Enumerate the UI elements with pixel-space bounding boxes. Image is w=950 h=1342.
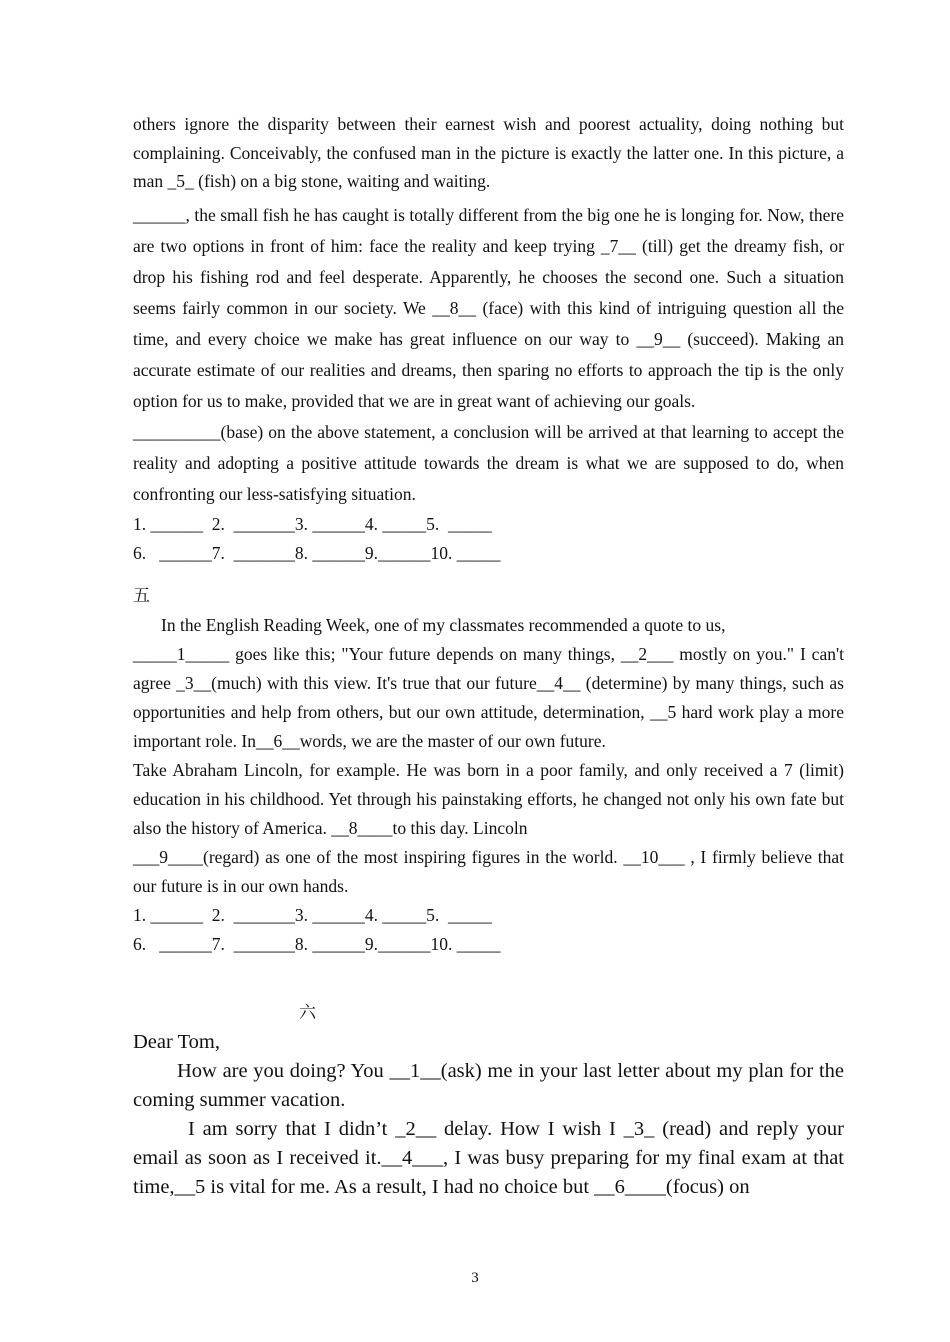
- section5-paragraph-c: ___9____(regard) as one of the most inspiring figures in the world. __10___ , I firmly believe that our future is in our own hands.: [133, 846, 844, 896]
- section6-heading: 六: [299, 1002, 316, 1023]
- section4-paragraph-2: ______, the small fish he has caught is totally different from the big one he is longing for. Now, there are two options in front of him: face the reality and keep trying _7__ (till) get the dreamy fish, or drop his fishing rod and feel desperate. Apparently, he chooses the second one. Such a situation seems fairly common in our society. We __8__ (face) with this kind of intriguing question all the time, and every choice we make has great influence on our way to __9__ (succeed). Making an accurate estimate of our realities and dreams, then sparing no efforts to approach the tip is the only option for us to make, provided that we are in great want of achieving our goals.: [133, 204, 844, 411]
- section5-heading: 五: [133, 585, 150, 606]
- section4-answer-row-2: 6. ______7. _______8. ______9.______10. _____: [133, 542, 501, 563]
- section4-answer-row-1: 1. ______ 2. _______3. ______4. _____5. _____: [133, 513, 492, 534]
- letter-greeting: Dear Tom,: [133, 1030, 220, 1053]
- section5-first-line: In the English Reading Week, one of my classmates recommended a quote to us,: [161, 614, 726, 635]
- section4-paragraph-3: __________(base) on the above statement, a conclusion will be arrived at that learning to accept the reality and adopting a positive attitude towards the dream is what we are supposed to do, when confronting our less-satisfying situation.: [133, 421, 844, 504]
- page-number: 3: [471, 1270, 479, 1286]
- section5-paragraph: _____1_____ goes like this; "Your future depends on many things, __2___ mostly on you." I can't agree _3__(much) with this view. It's true that our future__4__ (determine) by many things, such as opportunities and help from others, but our own attitude, determination, __5 hard work play a more important role. In__6__words, we are the master of our own future.: [133, 643, 844, 751]
- section5-paragraph-b: Take Abraham Lincoln, for example. He was born in a poor family, and only received a 7 (limit) education in his childhood. Yet through his painstaking efforts, he changed not only his own fate but also the history of America. __8____to this day. Lincoln: [133, 759, 844, 838]
- letter-paragraph-2: I am sorry that I didn’t _2__ delay. How I wish I _3_ (read) and reply your email as soon as I received it.__4___, I was busy preparing for my final exam at that time,__5 is vital for me. As a result, I had no choice but __6____(focus) on: [133, 1117, 844, 1198]
- section5-answer-row-1: 1. ______ 2. _______3. ______4. _____5. _____: [133, 904, 492, 925]
- document-body: [133, 110, 844, 1202]
- section4-paragraph-1: others ignore the disparity between their earnest wish and poorest actuality, doing nothing but complaining. Conceivably, the confused man in the picture is exactly the latter one. In this picture, a man _5_ (fish) on a big stone, waiting and waiting.: [133, 114, 844, 191]
- letter-paragraph-1: How are you doing? You __1__(ask) me in your last letter about my plan for the coming summer vacation.: [133, 1059, 844, 1111]
- section5-answer-row-2: 6. ______7. _______8. ______9.______10. _____: [133, 933, 501, 954]
